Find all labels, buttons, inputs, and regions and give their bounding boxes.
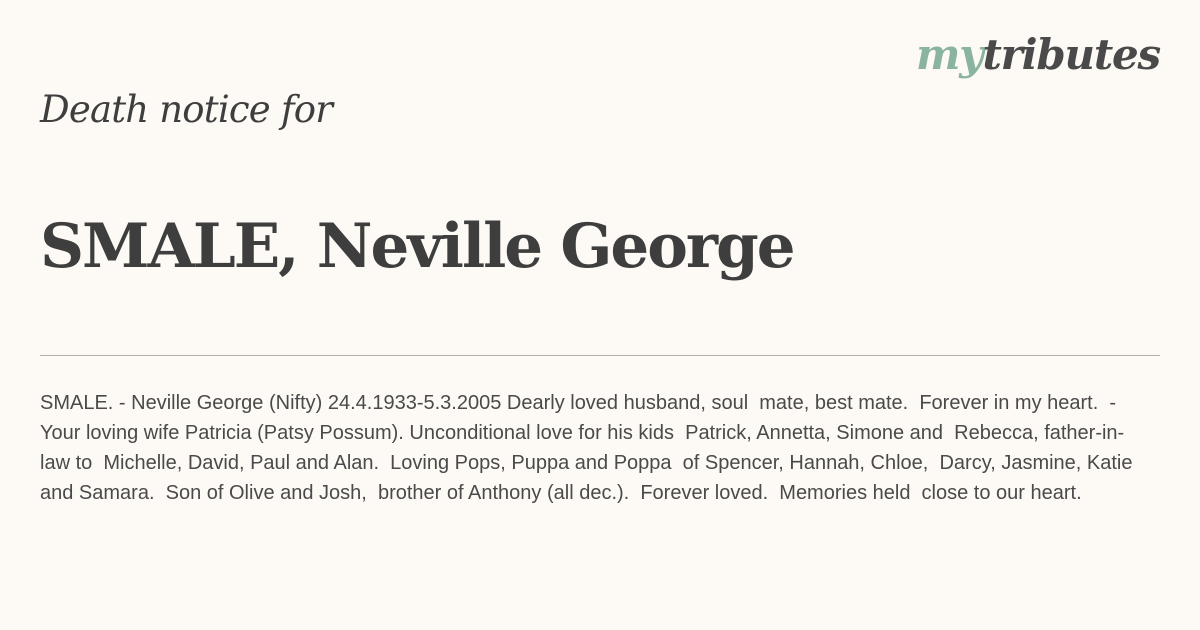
notice-body: SMALE. - Neville George (Nifty) 24.4.1933-5.3.2005 Dearly loved husband, soul mate, best mate. Forever in my heart. - Your loving wife Patricia (Patsy Possum). Unconditional love for his kids Patrick, Annetta, Simone and Rebecca, father-in-law to Michelle, David, Paul and Alan. Loving Pops, Puppa and Poppa of Spencer, Hannah, Chloe, Darcy, Jasmine, Katie and Samara. Son of Olive and Josh, brother of Anthony (all dec.). Forever loved. Memories held close to our heart. [40, 392, 1139, 504]
logo-prefix: my [915, 30, 983, 79]
divider [40, 355, 1160, 356]
deceased-name: SMALE, Neville George [40, 211, 794, 282]
mytributes-logo[interactable] [915, 30, 1160, 79]
logo-suffix: tributes [982, 30, 1160, 79]
notice-kicker: Death notice for [40, 88, 333, 131]
